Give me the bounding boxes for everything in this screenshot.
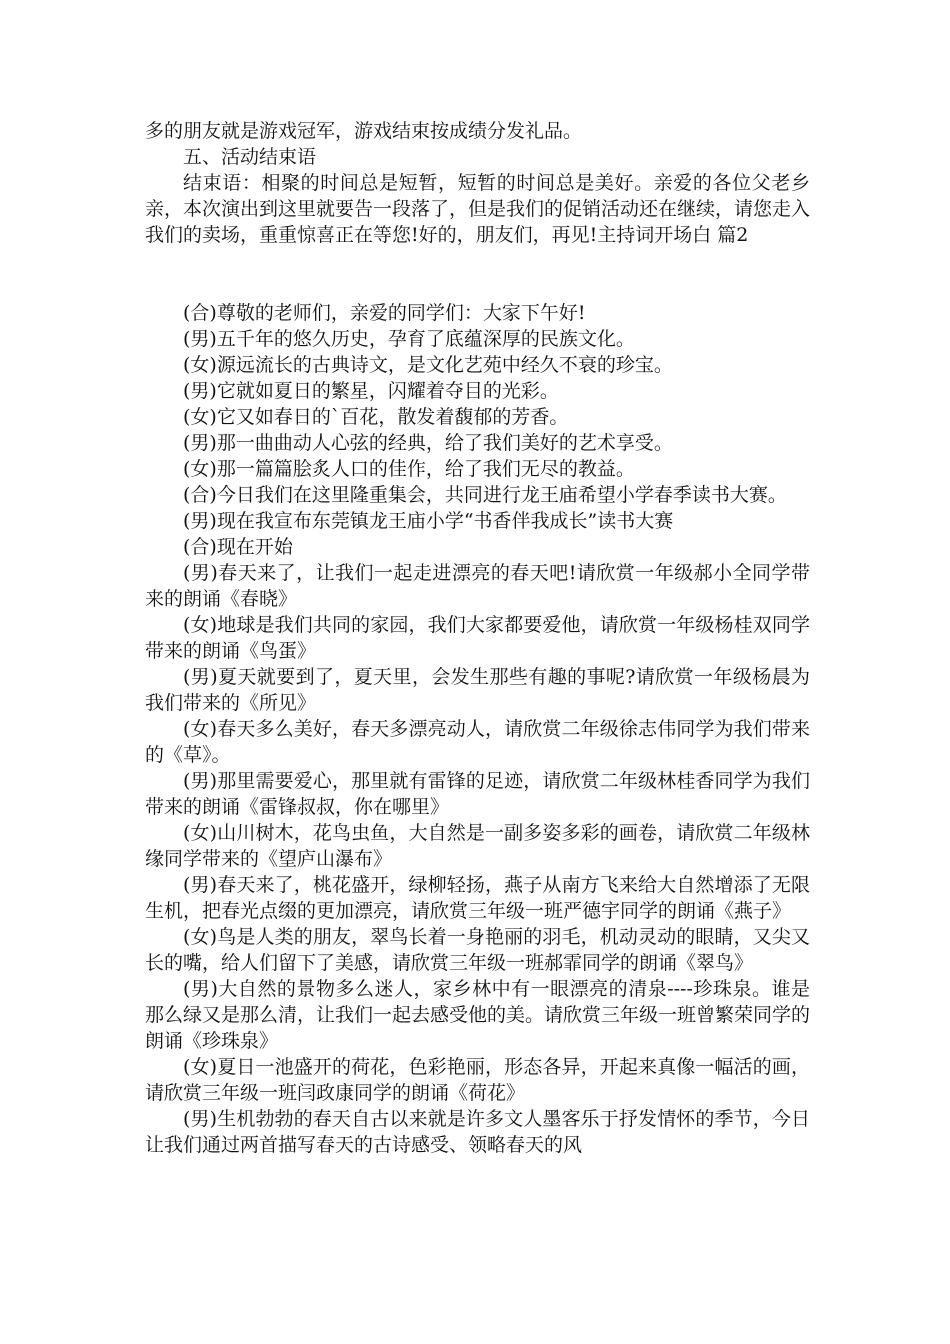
script-line: (男)夏天就要到了，夏天里，会发生那些有趣的事呢?请欣赏一年级杨晨为我们带来的《所见》 bbox=[145, 666, 810, 714]
script-body bbox=[145, 300, 810, 1158]
script-line: (女)它又如春日的`百花，散发着馥郁的芳香。 bbox=[183, 406, 569, 428]
script-line: (男)生机勃勃的春天自古以来就是许多文人墨客乐于抒发情怀的季节，今日让我们通过两首描写春天的古诗感受、领略春天的风 bbox=[145, 1108, 810, 1156]
script-line: (女)那一篇篇脍炙人口的佳作，给了我们无尽的教益。 bbox=[183, 458, 635, 480]
script-line: (女)源远流长的古典诗文，是文化艺苑中经久不衰的珍宝。 bbox=[183, 354, 673, 376]
script-line: (女)夏日一池盛开的荷花，色彩艳丽，形态各异，开起来真像一幅活的画，请欣赏三年级一班闫政康同学的朗诵《荷花》 bbox=[145, 1056, 810, 1104]
section-heading-closing: 五、活动结束语 bbox=[183, 146, 317, 168]
paragraph-closing-remarks: 结束语：相聚的时间总是短暂，短暂的时间总是美好。亲爱的各位父老乡亲，本次演出到这里就要告一段落了，但是我们的促销活动还在继续，请您走入我们的卖场，重重惊喜正在等您!好的，朋友们，再见!主持词开场白 篇2 bbox=[145, 172, 811, 246]
script-line: (男)现在我宣布东莞镇龙王庙小学“书香伴我成长”读书大赛 bbox=[183, 510, 674, 532]
script-line: (合)现在开始 bbox=[183, 536, 293, 558]
script-line: (男)那里需要爱心，那里就有雷锋的足迹，请欣赏二年级林桂香同学为我们带来的朗诵《雷锋叔叔，你在哪里》 bbox=[145, 770, 810, 818]
document-page bbox=[145, 118, 810, 1158]
script-line: (男)春天来了，桃花盛开，绿柳轻扬，燕子从南方飞来给大自然增添了无限生机，把春光点缀的更加漂亮，请欣赏三年级一班严德宇同学的朗诵《燕子》 bbox=[145, 874, 810, 922]
script-line: (男)它就如夏日的繁星，闪耀着夺目的光彩。 bbox=[183, 380, 559, 402]
script-line: (合)尊敬的老师们，亲爱的同学们：大家下午好! bbox=[183, 302, 586, 324]
script-line: (女)春天多么美好，春天多漂亮动人，请欣赏二年级徐志伟同学为我们带来的《草》。 bbox=[145, 718, 810, 766]
script-line: (女)山川树木，花鸟虫鱼，大自然是一副多姿多彩的画卷，请欣赏二年级林缘同学带来的《望庐山瀑布》 bbox=[145, 822, 810, 870]
script-line: (女)鸟是人类的朋友，翠鸟长着一身艳丽的羽毛，机动灵动的眼睛，又尖又长的嘴，给人们留下了美感，请欣赏三年级一班郝霏同学的朗诵《翠鸟》 bbox=[145, 926, 810, 974]
script-line: (男)五千年的悠久历史，孕育了底蕴深厚的民族文化。 bbox=[183, 328, 635, 350]
script-line: (男)大自然的景物多么迷人，家乡林中有一眼漂亮的清泉----珍珠泉。谁是那么绿又是那么清，让我们一起去感受他的美。请欣赏三年级一班曾繁荣同学的朗诵《珍珠泉》 bbox=[145, 978, 811, 1052]
script-line: (合)今日我们在这里隆重集会，共同进行龙王庙希望小学春季读书大赛。 bbox=[183, 484, 787, 506]
paragraph-gap bbox=[145, 248, 810, 300]
script-line: (男)那一曲曲动人心弦的经典，给了我们美好的艺术享受。 bbox=[183, 432, 673, 454]
script-line: (女)地球是我们共同的家园，我们大家都要爱他，请欣赏一年级杨桂双同学带来的朗诵《鸟蛋》 bbox=[145, 614, 810, 662]
script-line: (男)春天来了，让我们一起走进漂亮的春天吧!请欣赏一年级郝小全同学带来的朗诵《春晓》 bbox=[145, 562, 810, 610]
paragraph-top-0: 多的朋友就是游戏冠军，游戏结束按成绩分发礼品。 bbox=[145, 120, 583, 142]
